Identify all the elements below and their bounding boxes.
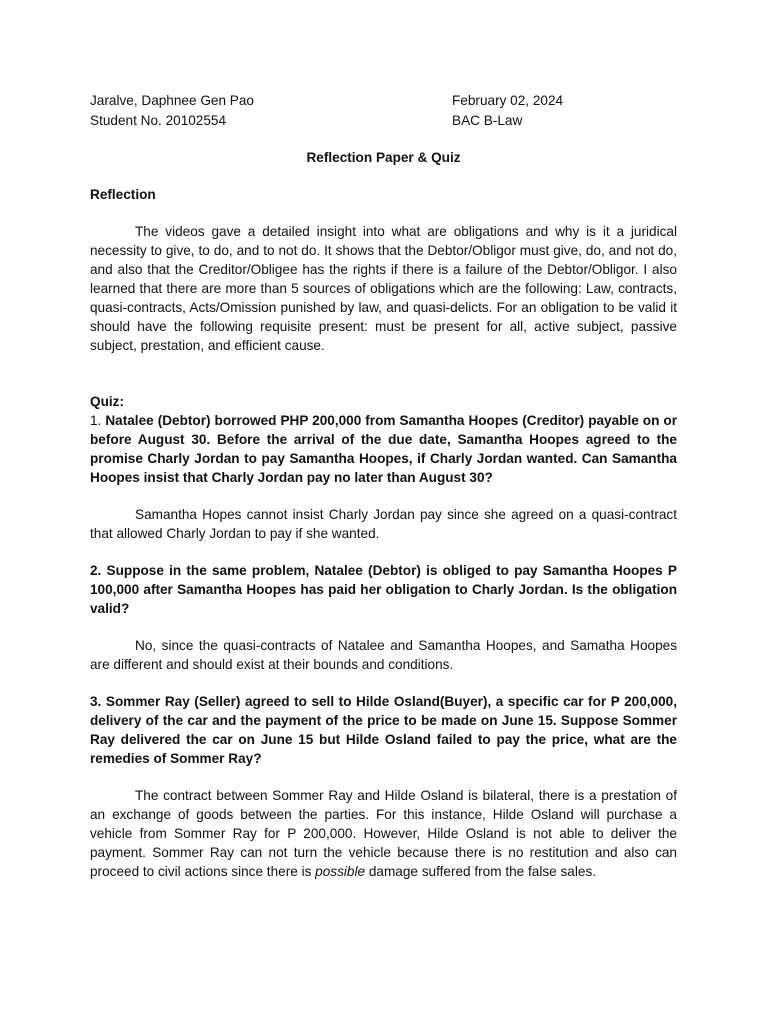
question-2: 2. Suppose in the same problem, Natalee (Debtor) is obliged to pay Samantha Hoopes P 100,000 after Samantha Hoopes has paid her obligation to Charly Jordan. Is the obligation valid? — [90, 563, 677, 616]
course-code: BAC B-Law — [452, 112, 523, 128]
reflection-heading: Reflection — [90, 187, 156, 202]
answer-3-text-end: damage suffered from the false sales. — [365, 864, 597, 879]
reflection-paragraph: The videos gave a detailed insight into what are obligations and why is it a juridical necessity to give, to do, and to not do. It shows that the Debtor/Obligor must give, do, and not do, and also that the Creditor/Obligee has the rights if there is a failure of the Debtor/Obligor. I also learned that there are more than 5 sources of obligations which are the following: Law, contracts, quasi-contracts, Acts/Omission punished by law, and quasi-delicts. For an obligation to be valid it should have the following requisite present: must be present for all, active subject, passive subject, prestation, and efficient cause. — [90, 224, 677, 353]
answer-1: Samantha Hopes cannot insist Charly Jordan pay since she agreed on a quasi-contract that allowed Charly Jordan to pay if she wanted. — [90, 507, 677, 541]
question-1 — [90, 411, 677, 487]
document-date: February 02, 2024 — [452, 93, 564, 108]
document-page — [90, 91, 677, 881]
answer-3-emphasis: possible — [315, 864, 366, 879]
header-row-1 — [90, 91, 677, 111]
question-1-text: Natalee (Debtor) borrowed PHP 200,000 from Samantha Hoopes (Creditor) payable on or before August 30. Before the arrival of the due date, Samantha Hoopes agreed to the promise Charly Jordan to pay Samantha Hoopes, if Charly Jordan wanted. Can Samantha Hoopes insist that Charly Jordan pay no later than August 30? — [90, 413, 677, 485]
quiz-heading: Quiz: — [90, 394, 124, 409]
student-name: Jaralve, Daphnee Gen Pao — [90, 93, 254, 108]
answer-3 — [90, 786, 677, 881]
answer-2: No, since the quasi-contracts of Natalee and Samantha Hoopes, and Samatha Hoopes are different and should exist at their bounds and conditions. — [90, 638, 677, 672]
student-number: Student No. 20102554 — [90, 112, 227, 128]
question-3: 3. Sommer Ray (Seller) agreed to sell to Hilde Osland(Buyer), a specific car for P 200,000, delivery of the car and the payment of the price to be made on June 15. Suppose Sommer Ray delivered the car on June 15 but Hilde Osland failed to pay the price, what are the remedies of Sommer Ray? — [90, 694, 677, 766]
page-title: Reflection Paper & Quiz — [306, 150, 461, 165]
header-row-2 — [90, 111, 677, 131]
answer-3-text-start: The contract between Sommer Ray and Hilde Osland is bilateral, there is a prestation of an exchange of goods between the parties. For this instance, Hilde Osland will purchase a vehicle from Sommer Ray for P 200,000. However, Hilde Osland is not able to deliver the payment. Sommer Ray can not turn the vehicle because there is no restitution and also can proceed to civil actions since there is — [90, 788, 677, 879]
question-1-number: 1. — [90, 413, 102, 428]
